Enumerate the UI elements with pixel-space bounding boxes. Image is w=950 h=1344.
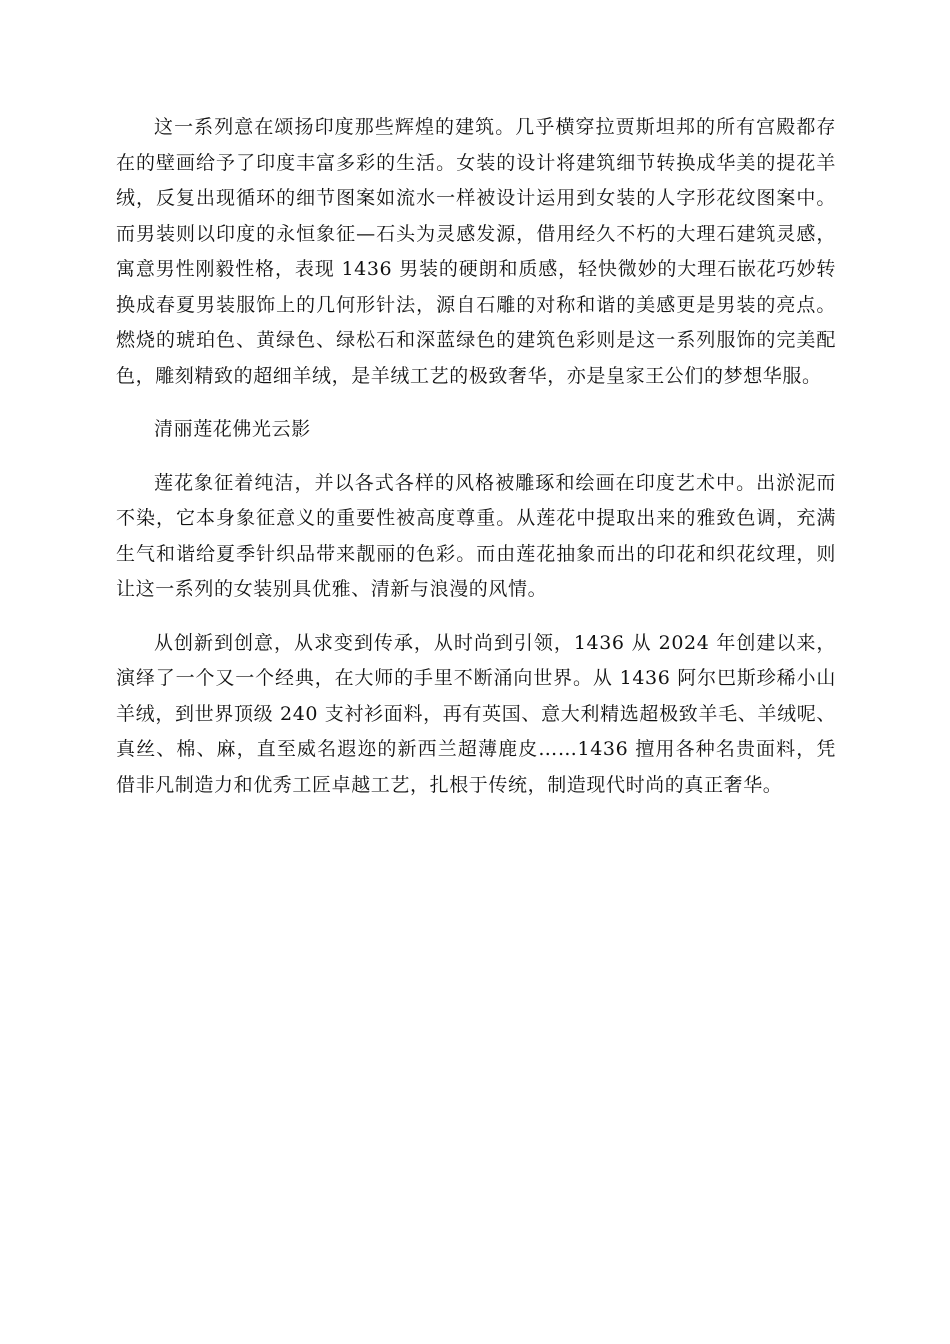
document-body [116, 110, 836, 821]
paragraph-innovation: 从创新到创意，从求变到传承，从时尚到引领，1436 从 2024 年创建以来，演绎了一个又一个经典，在大师的手里不断涌向世界。从 1436 阿尔巴斯珍稀小山羊绒，到世界顶级 240 支衬衫面料，再有英国、意大利精选超极致羊毛、羊绒呢、真丝、棉、麻，直至威名遐迩的新西兰超薄鹿皮……1436 擅用各种名贵面料，凭借非凡制造力和优秀工匠卓越工艺，扎根于传统，制造现代时尚的真正奢华。 [116, 631, 836, 796]
paragraph-architecture: 这一系列意在颂扬印度那些辉煌的建筑。几乎横穿拉贾斯坦邦的所有宫殿都存在的壁画给予了印度丰富多彩的生活。女装的设计将建筑细节转换成华美的提花羊绒，反复出现循环的细节图案如流水一样被设计运用到女装的人字形花纹图案中。而男装则以印度的永恒象征—石头为灵感发源，借用经久不朽的大理石建筑灵感，寓意男性刚毅性格，表现 1436 男装的硬朗和质感，轻快微妙的大理石嵌花巧妙转换成春夏男装服饰上的几何形针法，源自石雕的对称和谐的美感更是男装的亮点。燃烧的琥珀色、黄绿色、绿松石和深蓝绿色的建筑色彩则是这一系列服饰的完美配色，雕刻精致的超细羊绒，是羊绒工艺的极致奢华，亦是皇家王公们的梦想华服。 [116, 116, 836, 387]
section-heading-lotus: 清丽莲花佛光云影 [154, 418, 311, 440]
paragraph-lotus: 莲花象征着纯洁，并以各式各样的风格被雕琢和绘画在印度艺术中。出淤泥而不染，它本身象征意义的重要性被高度尊重。从莲花中提取出来的雅致色调，充满生气和谐给夏季针织品带来靓丽的色彩。而由莲花抽象而出的印花和织花纹理，则让这一系列的女装别具优雅、清新与浪漫的风情。 [116, 471, 836, 600]
